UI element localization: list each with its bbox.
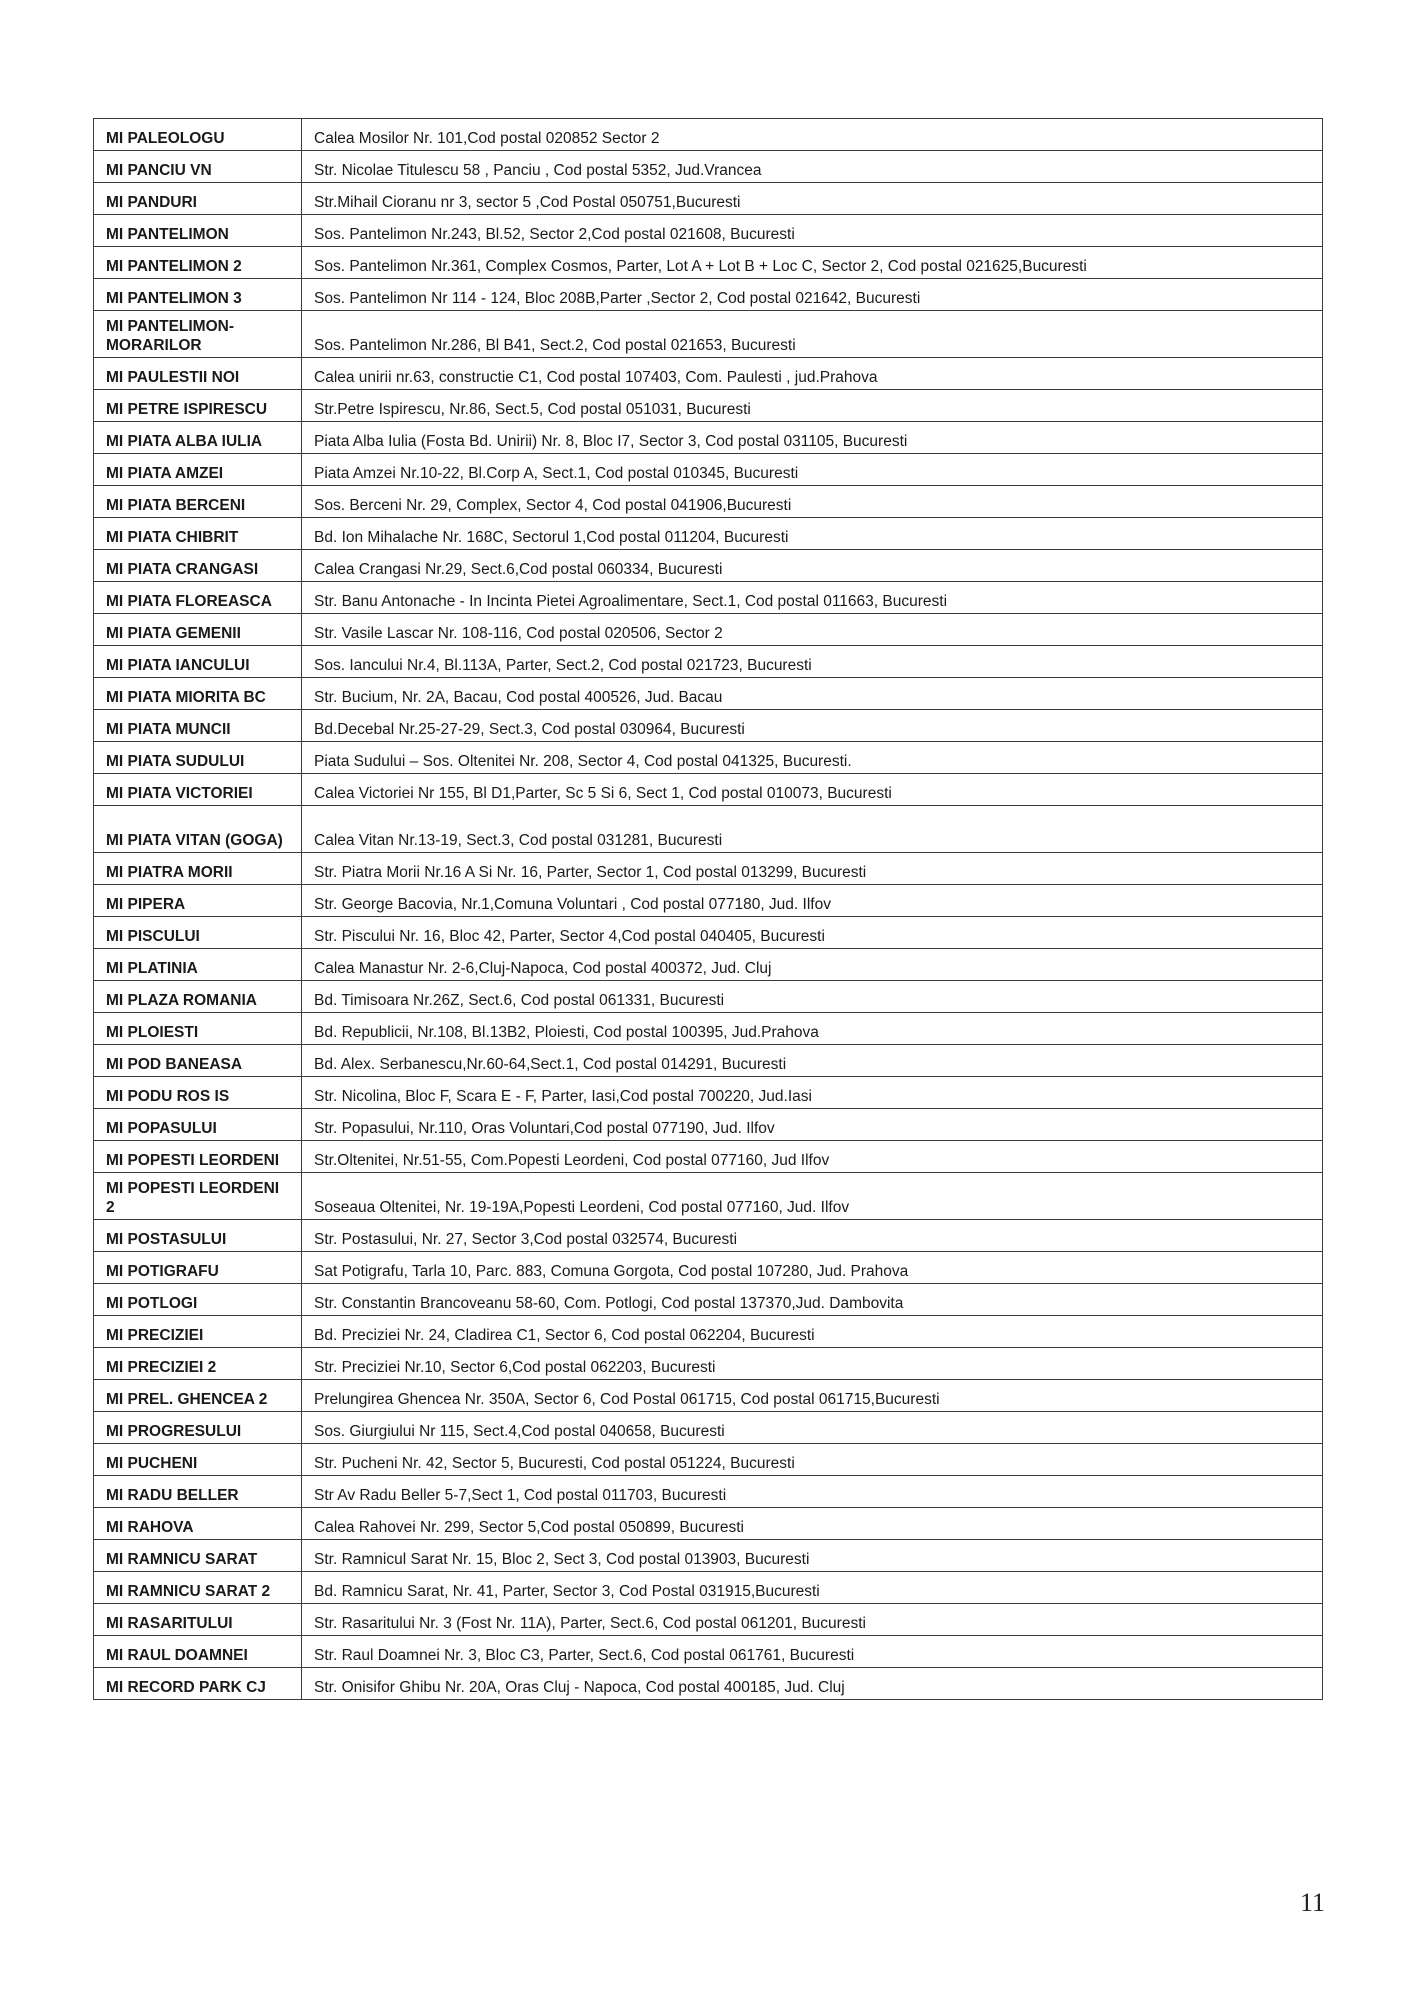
store-address-cell: Sos. Pantelimon Nr.243, Bl.52, Sector 2,Cod postal 021608, Bucuresti	[302, 215, 1323, 247]
table-row	[94, 183, 1323, 215]
table-row	[94, 1141, 1323, 1173]
store-address-cell: Calea Crangasi Nr.29, Sect.6,Cod postal 060334, Bucuresti	[302, 550, 1323, 582]
table-row	[94, 1476, 1323, 1508]
store-name-cell: MI PIATA FLOREASCA	[94, 582, 302, 614]
table-row	[94, 774, 1323, 806]
table-row	[94, 119, 1323, 151]
table-row	[94, 358, 1323, 390]
store-name-cell: MI RECORD PARK CJ	[94, 1668, 302, 1700]
store-address-cell: Str. Piscului Nr. 16, Bloc 42, Parter, Sector 4,Cod postal 040405, Bucuresti	[302, 917, 1323, 949]
store-address-cell: Str. Constantin Brancoveanu 58-60, Com. Potlogi, Cod postal 137370,Jud. Dambovita	[302, 1284, 1323, 1316]
table-row	[94, 1316, 1323, 1348]
page-number: 11	[1300, 1888, 1326, 1917]
store-address-cell: Calea Victoriei Nr 155, Bl D1,Parter, Sc 5 Si 6, Sect 1, Cod postal 010073, Bucuresti	[302, 774, 1323, 806]
store-name-cell: MI PANTELIMON 3	[94, 279, 302, 311]
store-name-cell: MI POTIGRAFU	[94, 1252, 302, 1284]
store-address-cell: Soseaua Oltenitei, Nr. 19-19A,Popesti Leordeni, Cod postal 077160, Jud. Ilfov	[302, 1173, 1323, 1220]
store-address-cell: Str. Piatra Morii Nr.16 A Si Nr. 16, Parter, Sector 1, Cod postal 013299, Bucuresti	[302, 853, 1323, 885]
table-row	[94, 1045, 1323, 1077]
store-address-cell: Calea Manastur Nr. 2-6,Cluj-Napoca, Cod postal 400372, Jud. Cluj	[302, 949, 1323, 981]
store-address-cell: Sos. Berceni Nr. 29, Complex, Sector 4, Cod postal 041906,Bucuresti	[302, 486, 1323, 518]
store-name-cell: MI PIATRA MORII	[94, 853, 302, 885]
table-row	[94, 742, 1323, 774]
store-address-cell: Str. Popasului, Nr.110, Oras Voluntari,Cod postal 077190, Jud. Ilfov	[302, 1109, 1323, 1141]
store-name-cell: MI POTLOGI	[94, 1284, 302, 1316]
store-name-cell: MI PIATA MIORITA BC	[94, 678, 302, 710]
table-row	[94, 1572, 1323, 1604]
table-row	[94, 1636, 1323, 1668]
store-name-cell: MI PIATA AMZEI	[94, 454, 302, 486]
table-row	[94, 917, 1323, 949]
table-row	[94, 1412, 1323, 1444]
store-name-cell: MI POSTASULUI	[94, 1220, 302, 1252]
table-row	[94, 215, 1323, 247]
table-row	[94, 247, 1323, 279]
store-name-cell: MI PIATA BERCENI	[94, 486, 302, 518]
store-name-cell: MI PROGRESULUI	[94, 1412, 302, 1444]
store-address-cell: Bd. Ramnicu Sarat, Nr. 41, Parter, Sector 3, Cod Postal 031915,Bucuresti	[302, 1572, 1323, 1604]
store-address-cell: Calea unirii nr.63, constructie C1, Cod postal 107403, Com. Paulesti , jud.Prahova	[302, 358, 1323, 390]
store-address-cell: Str. George Bacovia, Nr.1,Comuna Voluntari , Cod postal 077180, Jud. Ilfov	[302, 885, 1323, 917]
table-row	[94, 1173, 1323, 1220]
table-row	[94, 981, 1323, 1013]
store-address-cell: Calea Mosilor Nr. 101,Cod postal 020852 Sector 2	[302, 119, 1323, 151]
store-address-cell: Prelungirea Ghencea Nr. 350A, Sector 6, Cod Postal 061715, Cod postal 061715,Bucuresti	[302, 1380, 1323, 1412]
table-row	[94, 949, 1323, 981]
table-row	[94, 710, 1323, 742]
store-name-cell: MI RAMNICU SARAT	[94, 1540, 302, 1572]
table-body	[94, 119, 1323, 1700]
store-address-cell: Piata Alba Iulia (Fosta Bd. Unirii) Nr. 8, Bloc I7, Sector 3, Cod postal 031105, Bucuresti	[302, 422, 1323, 454]
store-name-cell: MI PIATA GEMENII	[94, 614, 302, 646]
table-row	[94, 454, 1323, 486]
table-row	[94, 279, 1323, 311]
store-address-cell: Str. Postasului, Nr. 27, Sector 3,Cod postal 032574, Bucuresti	[302, 1220, 1323, 1252]
store-name-cell: MI PIPERA	[94, 885, 302, 917]
store-name-cell: MI POD BANEASA	[94, 1045, 302, 1077]
store-address-cell: Sos. Pantelimon Nr.286, Bl B41, Sect.2, Cod postal 021653, Bucuresti	[302, 311, 1323, 358]
store-name-cell: MI PETRE ISPIRESCU	[94, 390, 302, 422]
store-address-cell: Sos. Giurgiului Nr 115, Sect.4,Cod postal 040658, Bucuresti	[302, 1412, 1323, 1444]
table-row	[94, 311, 1323, 358]
store-address-cell: Bd. Alex. Serbanescu,Nr.60-64,Sect.1, Cod postal 014291, Bucuresti	[302, 1045, 1323, 1077]
store-address-cell: Str.Mihail Cioranu nr 3, sector 5 ,Cod Postal 050751,Bucuresti	[302, 183, 1323, 215]
store-address-cell: Calea Vitan Nr.13-19, Sect.3, Cod postal 031281, Bucuresti	[302, 806, 1323, 853]
store-name-cell: MI PLATINIA	[94, 949, 302, 981]
store-address-cell: Bd. Preciziei Nr. 24, Cladirea C1, Sector 6, Cod postal 062204, Bucuresti	[302, 1316, 1323, 1348]
table-row	[94, 1380, 1323, 1412]
store-address-cell: Bd. Ion Mihalache Nr. 168C, Sectorul 1,Cod postal 011204, Bucuresti	[302, 518, 1323, 550]
table-row	[94, 422, 1323, 454]
store-name-cell: MI PANDURI	[94, 183, 302, 215]
store-name-cell: MI PRECIZIEI	[94, 1316, 302, 1348]
store-address-cell: Calea Rahovei Nr. 299, Sector 5,Cod postal 050899, Bucuresti	[302, 1508, 1323, 1540]
store-address-cell: Sos. Pantelimon Nr 114 - 124, Bloc 208B,Parter ,Sector 2, Cod postal 021642, Bucuresti	[302, 279, 1323, 311]
store-address-cell: Str. Preciziei Nr.10, Sector 6,Cod postal 062203, Bucuresti	[302, 1348, 1323, 1380]
store-name-cell: MI RADU BELLER	[94, 1476, 302, 1508]
store-name-cell: MI RAUL DOAMNEI	[94, 1636, 302, 1668]
store-address-cell: Str.Oltenitei, Nr.51-55, Com.Popesti Leordeni, Cod postal 077160, Jud Ilfov	[302, 1141, 1323, 1173]
store-name-cell: MI PIATA IANCULUI	[94, 646, 302, 678]
table-row	[94, 1252, 1323, 1284]
table-row	[94, 486, 1323, 518]
store-address-cell: Str. Nicolae Titulescu 58 , Panciu , Cod postal 5352, Jud.Vrancea	[302, 151, 1323, 183]
store-name-cell: MI POPESTI LEORDENI 2	[94, 1173, 302, 1220]
store-address-cell: Str.Petre Ispirescu, Nr.86, Sect.5, Cod postal 051031, Bucuresti	[302, 390, 1323, 422]
store-address-cell: Sat Potigrafu, Tarla 10, Parc. 883, Comuna Gorgota, Cod postal 107280, Jud. Prahova	[302, 1252, 1323, 1284]
table-row	[94, 1604, 1323, 1636]
store-address-cell: Str. Banu Antonache - In Incinta Pietei Agroalimentare, Sect.1, Cod postal 011663, Bucuresti	[302, 582, 1323, 614]
store-address-cell: Str. Onisifor Ghibu Nr. 20A, Oras Cluj - Napoca, Cod postal 400185, Jud. Cluj	[302, 1668, 1323, 1700]
store-address-cell: Bd. Republicii, Nr.108, Bl.13B2, Ploiesti, Cod postal 100395, Jud.Prahova	[302, 1013, 1323, 1045]
table-row	[94, 151, 1323, 183]
store-name-cell: MI PIATA MUNCII	[94, 710, 302, 742]
store-name-cell: MI RAMNICU SARAT 2	[94, 1572, 302, 1604]
table-row	[94, 1348, 1323, 1380]
store-address-table	[93, 118, 1323, 1700]
store-name-cell: MI RAHOVA	[94, 1508, 302, 1540]
store-name-cell: MI PAULESTII NOI	[94, 358, 302, 390]
table-row	[94, 1109, 1323, 1141]
table-row	[94, 1444, 1323, 1476]
store-name-cell: MI PUCHENI	[94, 1444, 302, 1476]
store-name-cell: MI PANTELIMON-MORARILOR	[94, 311, 302, 358]
store-name-cell: MI PREL. GHENCEA 2	[94, 1380, 302, 1412]
table-row	[94, 518, 1323, 550]
table-row	[94, 885, 1323, 917]
store-name-cell: MI PALEOLOGU	[94, 119, 302, 151]
table-row	[94, 390, 1323, 422]
store-name-cell: MI POPASULUI	[94, 1109, 302, 1141]
table-row	[94, 1220, 1323, 1252]
table-row	[94, 678, 1323, 710]
store-address-cell: Str. Vasile Lascar Nr. 108-116, Cod postal 020506, Sector 2	[302, 614, 1323, 646]
table-row	[94, 1284, 1323, 1316]
table-row	[94, 1013, 1323, 1045]
store-address-cell: Str. Rasaritului Nr. 3 (Fost Nr. 11A), Parter, Sect.6, Cod postal 061201, Bucuresti	[302, 1604, 1323, 1636]
store-name-cell: MI PIATA VICTORIEI	[94, 774, 302, 806]
store-name-cell: MI PANTELIMON	[94, 215, 302, 247]
store-name-cell: MI PRECIZIEI 2	[94, 1348, 302, 1380]
store-name-cell: MI PISCULUI	[94, 917, 302, 949]
store-address-cell: Str Av Radu Beller 5-7,Sect 1, Cod postal 011703, Bucuresti	[302, 1476, 1323, 1508]
store-address-cell: Piata Sudului – Sos. Oltenitei Nr. 208, Sector 4, Cod postal 041325, Bucuresti.	[302, 742, 1323, 774]
store-name-cell: MI PANCIU VN	[94, 151, 302, 183]
table-row	[94, 614, 1323, 646]
table-row	[94, 1668, 1323, 1700]
store-address-cell: Str. Nicolina, Bloc F, Scara E - F, Parter, Iasi,Cod postal 700220, Jud.Iasi	[302, 1077, 1323, 1109]
table-row	[94, 1077, 1323, 1109]
store-address-cell: Sos. Iancului Nr.4, Bl.113A, Parter, Sect.2, Cod postal 021723, Bucuresti	[302, 646, 1323, 678]
store-address-cell: Bd.Decebal Nr.25-27-29, Sect.3, Cod postal 030964, Bucuresti	[302, 710, 1323, 742]
table-row	[94, 1508, 1323, 1540]
store-name-cell: MI PANTELIMON 2	[94, 247, 302, 279]
store-name-cell: MI PIATA ALBA IULIA	[94, 422, 302, 454]
store-name-cell: MI PIATA SUDULUI	[94, 742, 302, 774]
store-name-cell: MI PIATA CRANGASI	[94, 550, 302, 582]
store-name-cell: MI PIATA CHIBRIT	[94, 518, 302, 550]
store-name-cell: MI PLOIESTI	[94, 1013, 302, 1045]
store-address-cell: Piata Amzei Nr.10-22, Bl.Corp A, Sect.1, Cod postal 010345, Bucuresti	[302, 454, 1323, 486]
store-address-cell: Str. Pucheni Nr. 42, Sector 5, Bucuresti, Cod postal 051224, Bucuresti	[302, 1444, 1323, 1476]
store-name-cell: MI PODU ROS IS	[94, 1077, 302, 1109]
store-address-cell: Str. Bucium, Nr. 2A, Bacau, Cod postal 400526, Jud. Bacau	[302, 678, 1323, 710]
store-address-cell: Bd. Timisoara Nr.26Z, Sect.6, Cod postal 061331, Bucuresti	[302, 981, 1323, 1013]
store-name-cell: MI PLAZA ROMANIA	[94, 981, 302, 1013]
table-row	[94, 582, 1323, 614]
store-address-cell: Str. Raul Doamnei Nr. 3, Bloc C3, Parter, Sect.6, Cod postal 061761, Bucuresti	[302, 1636, 1323, 1668]
store-name-cell: MI PIATA VITAN (GOGA)	[94, 806, 302, 853]
table-row	[94, 853, 1323, 885]
table-row	[94, 550, 1323, 582]
store-name-cell: MI RASARITULUI	[94, 1604, 302, 1636]
table-row	[94, 646, 1323, 678]
store-address-cell: Sos. Pantelimon Nr.361, Complex Cosmos, Parter, Lot A + Lot B + Loc C, Sector 2, Cod postal 021625,Bucuresti	[302, 247, 1323, 279]
table-row	[94, 806, 1323, 853]
store-name-cell: MI POPESTI LEORDENI	[94, 1141, 302, 1173]
table-row	[94, 1540, 1323, 1572]
store-address-cell: Str. Ramnicul Sarat Nr. 15, Bloc 2, Sect 3, Cod postal 013903, Bucuresti	[302, 1540, 1323, 1572]
